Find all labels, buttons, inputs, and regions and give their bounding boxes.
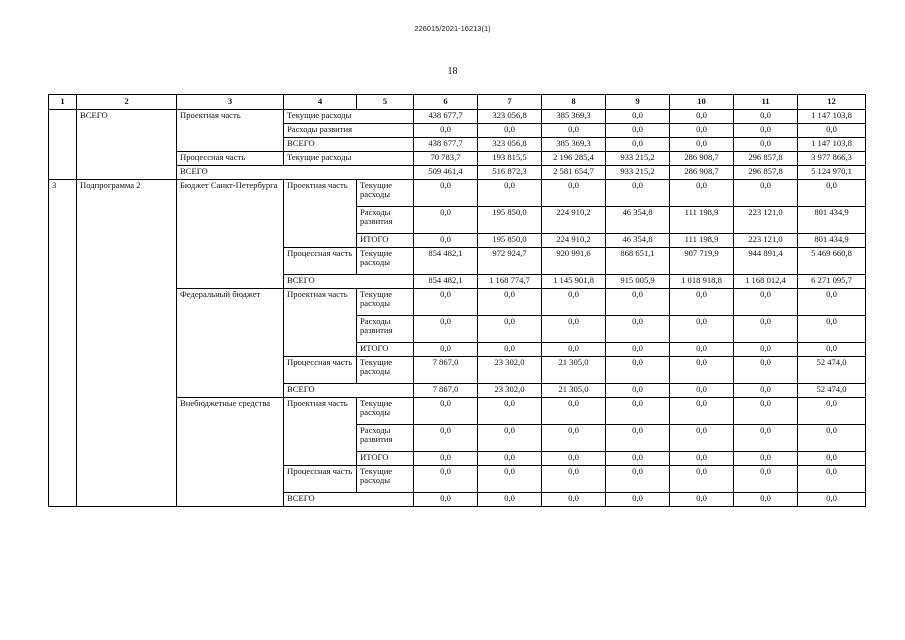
- value-cell: 0,0: [414, 451, 478, 465]
- value-cell: 0,0: [414, 206, 478, 233]
- current-expenses-label: Текущие расходы: [284, 151, 414, 165]
- value-cell: 0,0: [542, 342, 606, 356]
- value-cell: 223 121,0: [734, 206, 798, 233]
- value-cell: 0,0: [606, 451, 670, 465]
- value-cell: 0,0: [414, 123, 478, 137]
- value-cell: 323 056,8: [478, 137, 542, 151]
- value-cell: 0,0: [734, 315, 798, 342]
- value-cell: 0,0: [478, 492, 542, 506]
- value-cell: 0,0: [606, 109, 670, 123]
- header-cell: 11: [734, 95, 798, 110]
- header-cell: 3: [177, 95, 284, 110]
- total-label: ВСЕГО: [284, 383, 414, 397]
- project-part-label: Проектная часть: [284, 179, 357, 247]
- total-label: ВСЕГО: [284, 137, 414, 151]
- value-cell: 0,0: [734, 342, 798, 356]
- value-cell: 0,0: [542, 179, 606, 206]
- current-expenses-label: Текущие расходы: [357, 288, 414, 315]
- value-cell: 1 168 774,7: [478, 274, 542, 288]
- row-number-cell: 3: [49, 179, 77, 506]
- value-cell: 0,0: [606, 288, 670, 315]
- value-cell: 0,0: [734, 123, 798, 137]
- value-cell: 801 434,9: [798, 233, 866, 247]
- page-number: 18: [447, 66, 458, 77]
- value-cell: 0,0: [670, 288, 734, 315]
- current-expenses-label: Текущие расходы: [357, 465, 414, 492]
- value-cell: 193 815,5: [478, 151, 542, 165]
- current-expenses-label: Текущие расходы: [357, 356, 414, 383]
- value-cell: 0,0: [414, 179, 478, 206]
- value-cell: 111 198,9: [670, 233, 734, 247]
- value-cell: 516 872,3: [478, 165, 542, 179]
- value-cell: 52 474,0: [798, 383, 866, 397]
- header-cell: 2: [77, 95, 177, 110]
- value-cell: 323 056,8: [478, 109, 542, 123]
- value-cell: 0,0: [414, 492, 478, 506]
- value-cell: 0,0: [670, 397, 734, 424]
- value-cell: 0,0: [542, 424, 606, 451]
- budget-table: [48, 94, 866, 507]
- value-cell: 0,0: [798, 451, 866, 465]
- process-part-label: Процессная часть: [284, 356, 357, 383]
- value-cell: 0,0: [606, 356, 670, 383]
- itogo-label: ИТОГО: [357, 451, 414, 465]
- value-cell: 23 302,0: [478, 356, 542, 383]
- value-cell: 0,0: [670, 424, 734, 451]
- extrabudgetary-label: Внебюджетные средства: [177, 397, 284, 506]
- value-cell: 0,0: [606, 123, 670, 137]
- value-cell: 0,0: [414, 233, 478, 247]
- value-cell: 0,0: [734, 451, 798, 465]
- value-cell: 195 850,0: [478, 233, 542, 247]
- header-cell: 7: [478, 95, 542, 110]
- value-cell: 1 147 103,8: [798, 137, 866, 151]
- value-cell: 0,0: [606, 315, 670, 342]
- value-cell: 0,0: [606, 424, 670, 451]
- value-cell: 224 910,2: [542, 206, 606, 233]
- value-cell: 0,0: [798, 342, 866, 356]
- current-expenses-label: Текущие расходы: [357, 179, 414, 206]
- value-cell: 438 677,7: [414, 137, 478, 151]
- value-cell: 1 147 103,8: [798, 109, 866, 123]
- value-cell: 0,0: [798, 465, 866, 492]
- table-row: [49, 109, 866, 123]
- process-part-label: Процессная часть: [284, 247, 357, 274]
- value-cell: 0,0: [798, 397, 866, 424]
- value-cell: 801 434,9: [798, 206, 866, 233]
- value-cell: 0,0: [670, 137, 734, 151]
- total-label: ВСЕГО: [177, 165, 414, 179]
- value-cell: 46 354,8: [606, 206, 670, 233]
- value-cell: 0,0: [734, 492, 798, 506]
- row-number-cell: [49, 109, 77, 179]
- value-cell: 0,0: [734, 424, 798, 451]
- value-cell: 915 005,9: [606, 274, 670, 288]
- value-cell: 0,0: [606, 397, 670, 424]
- header-cell: 8: [542, 95, 606, 110]
- document-id: 226015/2021-16213(1): [414, 24, 491, 33]
- value-cell: 0,0: [478, 397, 542, 424]
- subprogram-label: Подпрограмма 2: [77, 179, 177, 506]
- value-cell: 0,0: [734, 383, 798, 397]
- header-cell: 5: [357, 95, 414, 110]
- table-row: [49, 179, 866, 206]
- value-cell: 0,0: [734, 288, 798, 315]
- current-expenses-label: Текущие расходы: [357, 247, 414, 274]
- federal-budget-label: Федеральный бюджет: [177, 288, 284, 397]
- development-expenses-label: Расходы развития: [284, 123, 414, 137]
- value-cell: 0,0: [606, 465, 670, 492]
- value-cell: 509 461,4: [414, 165, 478, 179]
- value-cell: 0,0: [478, 179, 542, 206]
- value-cell: 0,0: [542, 451, 606, 465]
- value-cell: 0,0: [670, 356, 734, 383]
- value-cell: 0,0: [798, 315, 866, 342]
- value-cell: 296 857,8: [734, 165, 798, 179]
- value-cell: 5 469 660,8: [798, 247, 866, 274]
- value-cell: 385 369,3: [542, 137, 606, 151]
- value-cell: 296 857,8: [734, 151, 798, 165]
- header-cell: 9: [606, 95, 670, 110]
- value-cell: 3 977 866,3: [798, 151, 866, 165]
- value-cell: 0,0: [798, 492, 866, 506]
- value-cell: 0,0: [606, 179, 670, 206]
- value-cell: 0,0: [542, 315, 606, 342]
- header-cell: 10: [670, 95, 734, 110]
- value-cell: 0,0: [734, 465, 798, 492]
- value-cell: 1 145 901,8: [542, 274, 606, 288]
- value-cell: 286 908,7: [670, 151, 734, 165]
- value-cell: 0,0: [478, 123, 542, 137]
- value-cell: 0,0: [670, 123, 734, 137]
- value-cell: 70 783,7: [414, 151, 478, 165]
- value-cell: 223 121,0: [734, 233, 798, 247]
- value-cell: 21 305,0: [542, 356, 606, 383]
- value-cell: 0,0: [670, 109, 734, 123]
- value-cell: 224 910,2: [542, 233, 606, 247]
- project-part-label: Проектная часть: [177, 109, 284, 151]
- value-cell: 0,0: [734, 137, 798, 151]
- budget-spb-label: Бюджет Санкт-Петербурга: [177, 179, 284, 288]
- value-cell: 0,0: [670, 342, 734, 356]
- value-cell: 933 215,2: [606, 165, 670, 179]
- value-cell: 7 867,0: [414, 356, 478, 383]
- header-cell: 4: [284, 95, 357, 110]
- value-cell: 0,0: [542, 465, 606, 492]
- value-cell: 854 482,1: [414, 247, 478, 274]
- value-cell: 0,0: [670, 315, 734, 342]
- total-label: ВСЕГО: [284, 274, 414, 288]
- value-cell: 0,0: [478, 288, 542, 315]
- header-cell: 1: [49, 95, 77, 110]
- value-cell: 111 198,9: [670, 206, 734, 233]
- value-cell: 286 908,7: [670, 165, 734, 179]
- value-cell: 6 271 095,7: [798, 274, 866, 288]
- value-cell: 0,0: [414, 288, 478, 315]
- value-cell: 438 677,7: [414, 109, 478, 123]
- current-expenses-label: Текущие расходы: [357, 397, 414, 424]
- value-cell: 0,0: [542, 123, 606, 137]
- value-cell: 0,0: [606, 137, 670, 151]
- current-expenses-label: Текущие расходы: [284, 109, 414, 123]
- value-cell: 920 991,6: [542, 247, 606, 274]
- value-cell: 0,0: [670, 465, 734, 492]
- value-cell: 21 305,0: [542, 383, 606, 397]
- value-cell: 0,0: [798, 424, 866, 451]
- development-expenses-label: Расходы развития: [357, 315, 414, 342]
- value-cell: 868 651,1: [606, 247, 670, 274]
- value-cell: 944 891,4: [734, 247, 798, 274]
- development-expenses-label: Расходы развития: [357, 206, 414, 233]
- value-cell: 0,0: [478, 424, 542, 451]
- value-cell: 5 124 970,1: [798, 165, 866, 179]
- project-part-label: Проектная часть: [284, 288, 357, 356]
- value-cell: 7 867,0: [414, 383, 478, 397]
- header-cell: 12: [798, 95, 866, 110]
- value-cell: 0,0: [478, 465, 542, 492]
- development-expenses-label: Расходы развития: [357, 424, 414, 451]
- value-cell: 0,0: [734, 109, 798, 123]
- value-cell: 1 018 918,8: [670, 274, 734, 288]
- header-cell: 6: [414, 95, 478, 110]
- itogo-label: ИТОГО: [357, 233, 414, 247]
- value-cell: 907 719,9: [670, 247, 734, 274]
- value-cell: 0,0: [542, 397, 606, 424]
- value-cell: 0,0: [670, 179, 734, 206]
- process-part-label: Процессная часть: [284, 465, 357, 492]
- value-cell: 52 474,0: [798, 356, 866, 383]
- value-cell: 0,0: [670, 383, 734, 397]
- value-cell: 0,0: [606, 383, 670, 397]
- itogo-label: ИТОГО: [357, 342, 414, 356]
- value-cell: 46 354,8: [606, 233, 670, 247]
- project-part-label: Проектная часть: [284, 397, 357, 465]
- value-cell: 0,0: [414, 397, 478, 424]
- value-cell: 0,0: [734, 356, 798, 383]
- value-cell: 0,0: [478, 315, 542, 342]
- value-cell: 0,0: [670, 451, 734, 465]
- value-cell: 972 924,7: [478, 247, 542, 274]
- value-cell: 0,0: [542, 492, 606, 506]
- value-cell: 0,0: [414, 424, 478, 451]
- value-cell: 0,0: [670, 492, 734, 506]
- value-cell: 0,0: [734, 397, 798, 424]
- value-cell: 933 215,2: [606, 151, 670, 165]
- header-row: [49, 95, 866, 110]
- value-cell: 0,0: [798, 123, 866, 137]
- process-part-label: Процессная часть: [177, 151, 284, 165]
- value-cell: 0,0: [798, 288, 866, 315]
- value-cell: 854 482,1: [414, 274, 478, 288]
- value-cell: 385 369,3: [542, 109, 606, 123]
- value-cell: 1 168 012,4: [734, 274, 798, 288]
- value-cell: 2 581 654,7: [542, 165, 606, 179]
- value-cell: 0,0: [478, 342, 542, 356]
- value-cell: 23 302,0: [478, 383, 542, 397]
- value-cell: 195 850,0: [478, 206, 542, 233]
- value-cell: 0,0: [606, 492, 670, 506]
- value-cell: 0,0: [414, 465, 478, 492]
- value-cell: 0,0: [542, 288, 606, 315]
- value-cell: 0,0: [414, 315, 478, 342]
- value-cell: 0,0: [478, 451, 542, 465]
- total-block-label: ВСЕГО: [77, 109, 177, 179]
- value-cell: 2 196 285,4: [542, 151, 606, 165]
- value-cell: 0,0: [798, 179, 866, 206]
- value-cell: 0,0: [734, 179, 798, 206]
- total-label: ВСЕГО: [284, 492, 414, 506]
- value-cell: 0,0: [606, 342, 670, 356]
- value-cell: 0,0: [414, 342, 478, 356]
